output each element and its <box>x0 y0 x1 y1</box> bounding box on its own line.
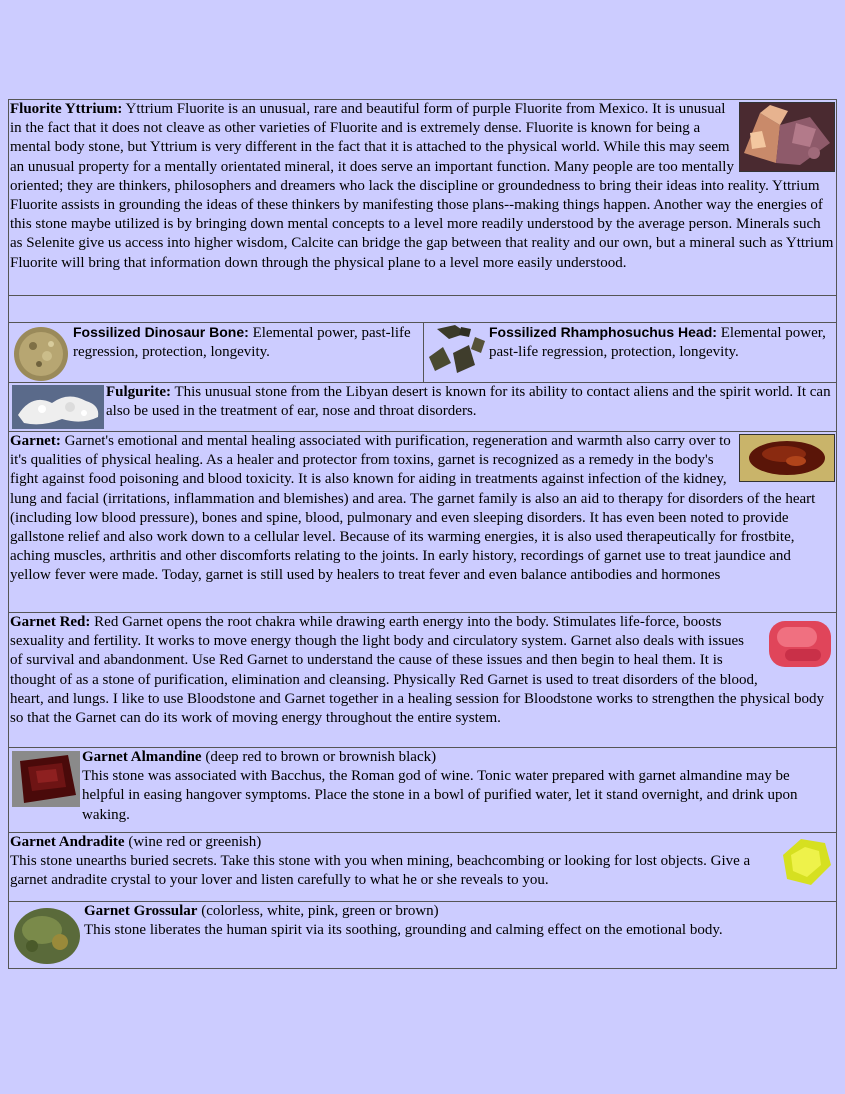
entry-garnet <box>9 432 837 613</box>
fluorite-yttrium-text: Yttrium Fluorite is an unusual, rare and beautiful form of purple Fluorite from Mexico. It is unusual in the fact that it does not cleave as other varieties of Fluorite and is extremely dense. Fluorite is known for being a mental body stone, but Yttrium is very different in the fact that it is attached to the physical world. While this may seem an unusual property for a mentally orientated mineral, it does serve an important function. Many people are too mentally oriented; they are thinkers, philosophers and dreamers who lack the discipline or groundedness to bring their ideas into reality. Yttrium Fluorite assists in grounding the ideas of these thinkers by manifesting those plans--making things happen. Another way the energies of this stone maybe utilized is by bringing down mental concepts to a level more readily understood by the average person. Minerals such as Selenite give us access into higher wisdom, Calcite can bridge the gap between that reality and our own, but a mineral such as Yttrium Fluorite will bring that information down through the physical plane to a level more easily understood. <box>10 101 834 271</box>
entry-dinosaur-bone <box>9 323 424 383</box>
fulgurite-name: Fulgurite: <box>106 384 171 400</box>
garnet-grossular-subtitle: (colorless, white, pink, green or brown) <box>197 903 439 919</box>
garnet-red-text: Red Garnet opens the root chakra while drawing earth energy into the body. Stimulates life-force, boosts sexuality and fertility. It works to move energy though the light body and circulatory system. Garnet also deals with issues of survival and abandonment. Use Red Garnet to understand the cause of these issues and then begin to heal them. It is thought of as a stone of purification, elimination and cleansing. Physically Red Garnet is used to treat disorders of the blood, heart, and lungs. I like to use Bloodstone and Garnet together in a healing session for Bloodstone works to strengthen the physical body so that the Garnet can do its work of moving energy throughout the entire system. <box>10 614 825 727</box>
entry-rhamphosuchus <box>424 323 837 383</box>
garnet-almandine-name: Garnet Almandine <box>82 749 202 765</box>
garnet-name: Garnet: <box>10 433 61 449</box>
stone-table <box>8 99 837 969</box>
dinosaur-bone-text: Elemental power, past-life regression, protection, longevity. <box>73 325 411 361</box>
entry-fulgurite <box>9 383 837 432</box>
garnet-grossular-photo <box>12 904 82 966</box>
garnet-text: Garnet's emotional and mental healing associated with purification, regeneration and warmth also carry over to it's qualities of physical healing. As a healer and protector from toxins, garnet is recognized as a remedy in the body's fight against food poisoning and blood toxicity. It is also known for aiding in treatments against infection of the kidney, lung and facial (irritations, inflammation and blemishes) and area. The garnet family is also an aid to therapy for disorders of the heart (including low blood pressure), bones and spine, blood, pulmonary and even sleeping disorders. It has even been noted to provide gallstone relief and also work down to a cellular level. Because of its warming energies, it is also used therapeutically for frostbite, aching muscles, arthritis and other discomforts relating to the joints. In early history, recordings of garnet use to treat jaundice and yellow fever were made. Today, garnet is still used by healers to treat fever and even balance antibodies and hormones <box>10 433 816 584</box>
fulgurite-photo <box>12 385 104 429</box>
fulgurite-text: This unusual stone from the Libyan desert is known for its ability to contact aliens and the spirit world. It can also be used in the treatment of ear, nose and throat disorders. <box>106 384 831 420</box>
garnet-red-name: Garnet Red: <box>10 614 91 630</box>
garnet-andradite-subtitle: (wine red or greenish) <box>124 834 262 850</box>
fluorite-yttrium-name: Fluorite Yttrium: <box>10 101 123 117</box>
entry-fluorite-yttrium <box>9 100 837 296</box>
rhamphosuchus-photo <box>425 323 487 379</box>
garnet-andradite-text: This stone unearths buried secrets. Take this stone with you when mining, beachcombing or looking for lost objects. Give a garnet andradite crystal to your lover and listen carefully to what he or she reveals to you. <box>10 853 751 889</box>
entry-garnet-andradite <box>9 833 837 902</box>
garnet-grossular-name: Garnet Grossular <box>84 903 198 919</box>
entry-garnet-almandine <box>9 748 837 833</box>
entry-garnet-red <box>9 613 837 748</box>
garnet-almandine-photo <box>12 751 80 807</box>
fluorite-yttrium-photo <box>739 102 835 172</box>
garnet-red-photo <box>765 615 835 673</box>
dinosaur-bone-name: Fossilized Dinosaur Bone: <box>73 324 249 340</box>
garnet-almandine-subtitle: (deep red to brown or brownish black) <box>201 749 437 765</box>
entry-garnet-grossular <box>9 902 837 969</box>
garnet-grossular-text: This stone liberates the human spirit via its soothing, grounding and calming effect on the emotional body. <box>84 922 723 939</box>
entry-fossils-row <box>9 323 837 383</box>
garnet-andradite-name: Garnet Andradite <box>10 834 125 850</box>
dinosaur-bone-photo <box>13 326 69 382</box>
garnet-andradite-photo <box>777 835 835 889</box>
rhamphosuchus-name: Fossilized Rhamphosuchus Head: <box>489 324 717 340</box>
garnet-almandine-text: This stone was associated with Bacchus, the Roman god of wine. Tonic water prepared with garnet almandine may be helpful in easing hangover symptoms. Place the stone in a bowl of purified water, let it stand overnight, and drink upon waking. <box>82 768 798 823</box>
rhamphosuchus-text: Elemental power, past-life regression, protection, longevity. <box>489 325 826 361</box>
garnet-photo <box>739 434 835 482</box>
